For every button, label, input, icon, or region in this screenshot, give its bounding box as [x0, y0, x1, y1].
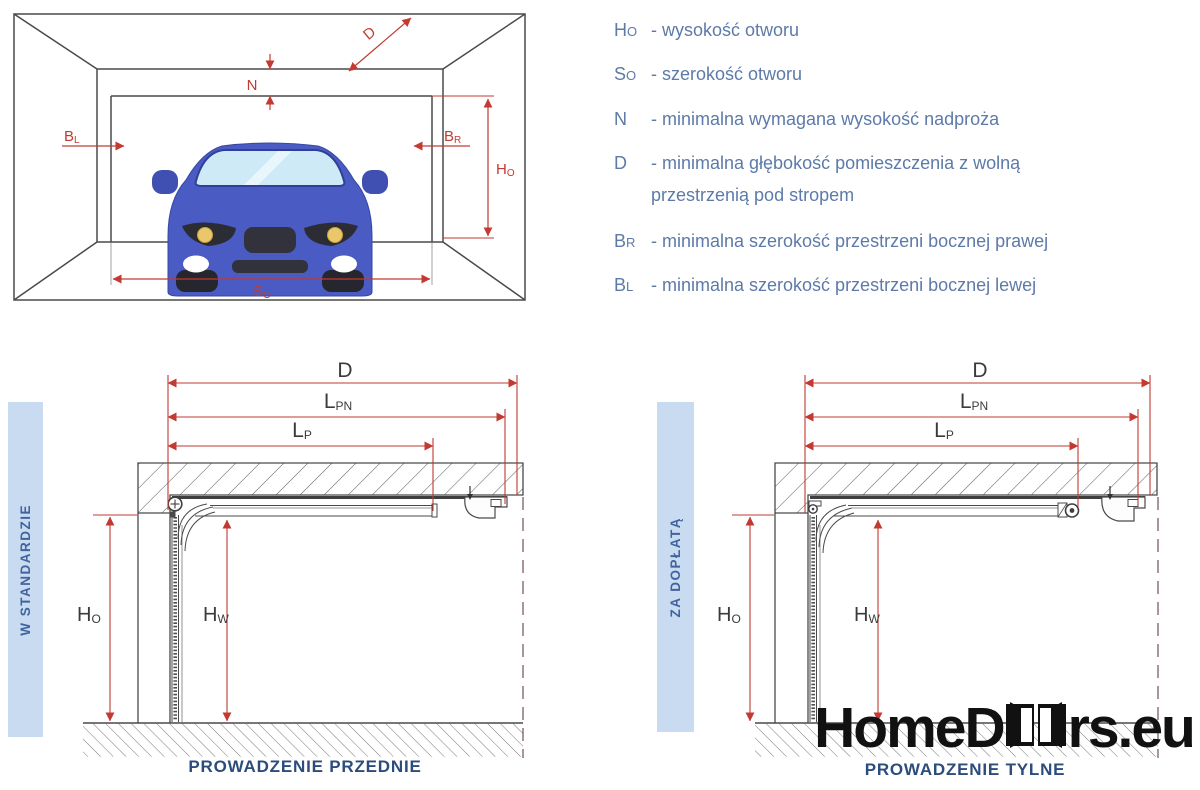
rear-caption: PROWADZENIE TYLNE: [864, 760, 1066, 779]
legend-item: N - minimalna wymagana wysokość nadproża: [614, 109, 1000, 129]
garage-opening-diagram: [0, 0, 560, 332]
dim-label-br: BR: [444, 128, 462, 146]
car-mirror-right: [362, 170, 388, 194]
corner-roller: [809, 501, 821, 513]
dim-label-bl: BL: [64, 128, 80, 146]
rear-pulley: [1058, 503, 1079, 517]
dim-label-hw: HW: [203, 604, 229, 626]
headlamp-bulb-left: [198, 228, 213, 243]
legend-desc: - minimalna szerokość przestrzeni bocznej lewej: [651, 275, 1037, 295]
car-mirror-left: [152, 170, 178, 194]
car-illustration: [152, 143, 388, 296]
front-dimensions: [93, 375, 517, 721]
open-door-icon: [1037, 701, 1067, 758]
legend-desc: - minimalna szerokość przestrzeni bocznej prawej: [651, 231, 1049, 251]
dim-label-lp: LP: [292, 419, 312, 442]
opened-panel: [178, 504, 437, 551]
dim-label-lpn: LPN: [323, 390, 353, 413]
car-wheel-left: [176, 270, 218, 292]
surcharge-sidebar-label: ZA DOPŁATĄ: [668, 516, 683, 618]
floor-hatch: [83, 724, 523, 757]
legend-item: BL - minimalna szerokość przestrzeni bocznej lewej: [614, 275, 1037, 295]
dim-label-so: SO: [253, 283, 271, 301]
legend-item: D - minimalna głębokość pomieszczenia z wolną przestrzenią pod stropem: [614, 153, 1021, 205]
car-wheel-right: [322, 270, 364, 292]
dim-label-d: D: [337, 359, 353, 382]
watermark-text-right: rs.eu: [1067, 695, 1194, 760]
legend-desc: - minimalna głębokość pomieszczenia z wolną: [651, 153, 1021, 173]
legend-item: SO - szerokość otworu: [614, 64, 803, 84]
opened-panel: [816, 505, 1062, 553]
open-door-icon: [1005, 701, 1035, 758]
car-foglight-right: [331, 256, 357, 273]
dim-label-ho: HO: [717, 604, 741, 626]
dim-label-d: D: [360, 23, 380, 44]
legend-desc: - wysokość otworu: [651, 20, 800, 40]
dim-label-n: N: [246, 77, 258, 94]
dim-label-ho: HO: [77, 604, 101, 626]
wall-section: [138, 513, 170, 723]
dim-label-lp: LP: [934, 419, 954, 442]
legend-item: BR - minimalna szerokość przestrzeni bocznej prawej: [614, 231, 1049, 251]
homedoors-watermark: [808, 696, 1200, 760]
door-leaf: [172, 515, 182, 722]
dim-label-d: D: [972, 359, 988, 382]
dim-label-hw: HW: [854, 604, 880, 626]
legend-desc: - minimalna wymagana wysokość nadproża: [651, 109, 1000, 129]
legend-desc: - szerokość otworu: [651, 64, 803, 84]
door-leaf: [810, 515, 820, 722]
headlamp-bulb-right: [328, 228, 343, 243]
legend-item: HO - wysokość otworu: [614, 20, 800, 40]
dim-label-ho: HO: [496, 161, 515, 179]
front-guidance-diagram: [55, 355, 600, 767]
front-caption: PROWADZENIE PRZEDNIE: [188, 757, 422, 776]
standard-sidebar-label: W STANDARDZIE: [18, 503, 33, 636]
car-air-intake: [232, 260, 308, 273]
car-grille: [244, 227, 296, 253]
standard-sidebar: [8, 402, 43, 737]
dim-label-lpn: LPN: [959, 390, 989, 413]
torsion-spring: [168, 497, 182, 517]
watermark-text-left: HomeD: [814, 695, 1004, 760]
surcharge-sidebar: [657, 402, 694, 732]
legend-desc-line2: przestrzenią pod stropem: [651, 185, 855, 205]
car-foglight-left: [183, 256, 209, 273]
wall-section: [775, 513, 808, 723]
